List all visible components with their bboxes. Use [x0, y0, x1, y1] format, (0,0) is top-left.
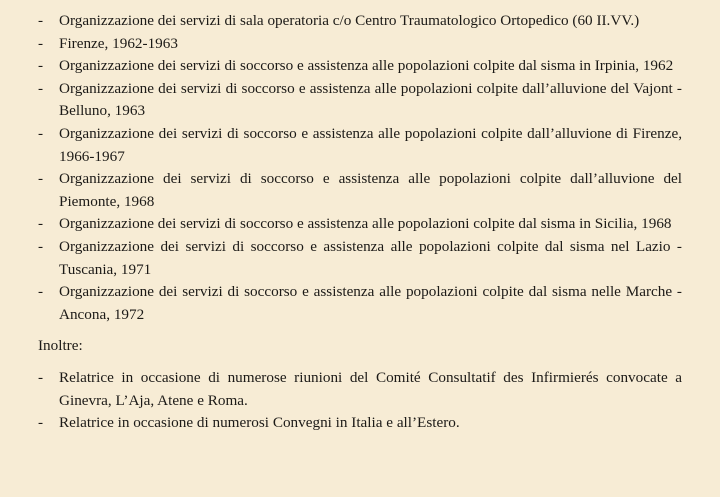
bullet-dash: - — [38, 215, 44, 233]
inoltre-heading: Inoltre: — [38, 337, 83, 355]
bullet-dash: - — [38, 283, 44, 301]
list-item-text: Organizzazione dei servizi di soccorso e assistenza alle popolazioni colpite dall’alluvione del Piemonte, 1968 — [59, 170, 682, 210]
list-item-text: Organizzazione dei servizi di soccorso e assistenza alle popolazioni colpite dal sisma nel Lazio - Tuscania, 1971 — [59, 237, 682, 278]
list-item-text: Organizzazione dei servizi di soccorso e assistenza alle popolazioni colpite dal sisma nelle Marche - Ancona, 1972 — [59, 283, 682, 323]
list-item — [38, 412, 682, 435]
bullet-dash: - — [38, 34, 44, 52]
additional-list — [38, 367, 682, 435]
bullet-dash: - — [38, 57, 44, 75]
bullet-dash: - — [38, 12, 44, 29]
bullet-dash: - — [38, 170, 44, 188]
list-item-text: Organizzazione dei servizi di soccorso e assistenza alle popolazioni colpite dall’alluvione del Vajont - Belluno, 1963 — [59, 79, 682, 120]
list-item — [38, 10, 682, 33]
list-item-text: Organizzazione dei servizi di sala operatoria c/o Centro Traumatologico Ortopedico (60 II.VV.) — [59, 12, 640, 29]
list-item — [38, 78, 682, 123]
list-item-text: Firenze, 1962-1963 — [59, 34, 178, 52]
list-item — [38, 213, 682, 236]
list-item-text: Organizzazione dei servizi di soccorso e assistenza alle popolazioni colpite dall’alluvione di Firenze, 1966-1967 — [59, 124, 682, 165]
list-item-text: Organizzazione dei servizi di soccorso e assistenza alle popolazioni colpite dal sisma in Sicilia, 1968 — [59, 215, 672, 233]
list-item — [38, 55, 682, 78]
list-item-text: Relatrice in occasione di numerose riunioni del Comité Consultatif des Infirmierés convocate a Ginevra, L’Aja, Atene e Roma. — [59, 368, 682, 409]
list-item — [38, 367, 682, 412]
list-item — [38, 33, 682, 56]
list-item — [38, 281, 682, 326]
bullet-dash: - — [38, 368, 44, 386]
bullet-dash: - — [38, 79, 44, 97]
list-item — [38, 168, 682, 213]
bullet-dash: - — [38, 124, 44, 142]
list-item — [38, 236, 682, 281]
list-item-text: Organizzazione dei servizi di soccorso e assistenza alle popolazioni colpite dal sisma in Irpinia, 1962 — [59, 57, 674, 75]
bullet-dash: - — [38, 237, 44, 255]
list-item — [38, 123, 682, 168]
bullet-dash: - — [38, 414, 44, 432]
activity-list — [38, 10, 682, 326]
list-item-text: Relatrice in occasione di numerosi Convegni in Italia e all’Estero. — [59, 414, 460, 432]
